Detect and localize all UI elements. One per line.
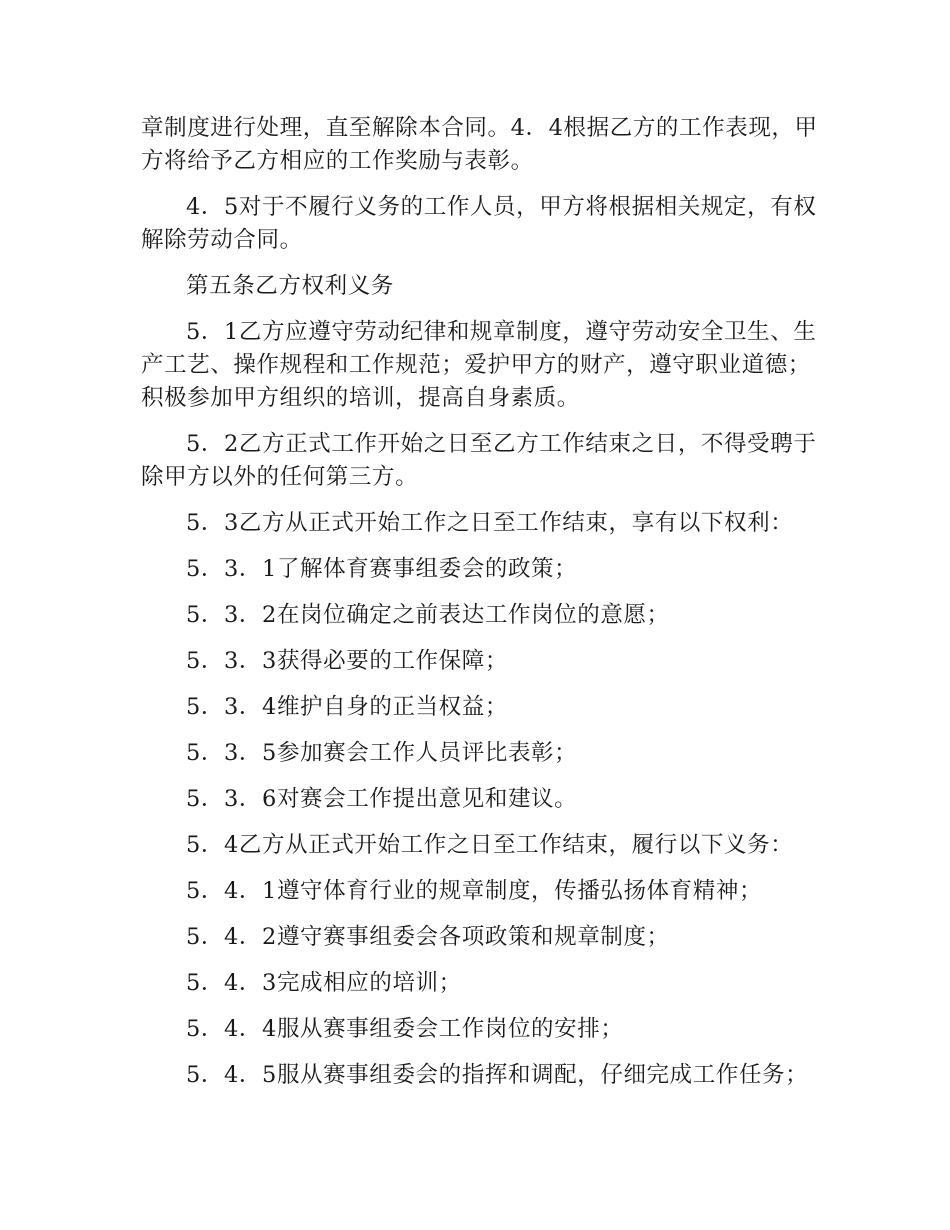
paragraph-5-3: 5．3乙方从正式开始工作之日至工作结束，享有以下权利： (186, 510, 794, 536)
paragraph-5-3-1: 5．3．1了解体育赛事组委会的政策； (186, 556, 578, 582)
paragraph-5-4-2: 5．4．2遵守赛事组委会各项政策和规章制度； (186, 924, 670, 950)
paragraph-4-4-continuation: 章制度进行处理，直至解除本合同。4．4根据乙方的工作表现，甲方将给予乙方相应的工作奖励与表彰。 (141, 115, 818, 174)
paragraph-5-3-2: 5．3．2在岗位确定之前表达工作岗位的意愿； (186, 602, 670, 628)
paragraph-5-4: 5．4乙方从正式开始工作之日至工作结束，履行以下义务： (186, 832, 794, 858)
paragraph-5-4-5: 5．4．5服从赛事组委会的指挥和调配，仔细完成工作任务； (186, 1062, 809, 1088)
article-5-heading: 第五条乙方权利义务 (186, 273, 394, 299)
paragraph-5-2: 5．2乙方正式工作开始之日至乙方工作结束之日，不得受聘于除甲方以外的任何第三方。 (141, 431, 817, 490)
paragraph-5-4-1: 5．4．1遵守体育行业的规章制度，传播弘扬体育精神； (186, 878, 763, 904)
paragraph-5-3-4: 5．3．4维护自身的正当权益； (186, 694, 508, 720)
paragraph-5-1: 5．1乙方应遵守劳动纪律和规章制度，遵守劳动安全卫生、生产工艺、操作规程和工作规范；爱护甲方的财产，遵守职业道德；积极参加甲方组织的培训，提高自身素质。 (141, 319, 817, 411)
paragraph-4-5: 4．5对于不履行义务的工作人员，甲方将根据相关规定，有权解除劳动合同。 (141, 194, 817, 253)
document-body (141, 112, 831, 1105)
paragraph-5-3-6: 5．3．6对赛会工作提出意见和建议。 (186, 786, 578, 812)
paragraph-5-3-3: 5．3．3获得必要的工作保障； (186, 648, 508, 674)
paragraph-5-4-4: 5．4．4服从赛事组委会工作岗位的安排； (186, 1016, 624, 1042)
paragraph-5-3-5: 5．3．5参加赛会工作人员评比表彰； (186, 740, 578, 766)
paragraph-5-4-3: 5．4．3完成相应的培训； (186, 970, 462, 996)
